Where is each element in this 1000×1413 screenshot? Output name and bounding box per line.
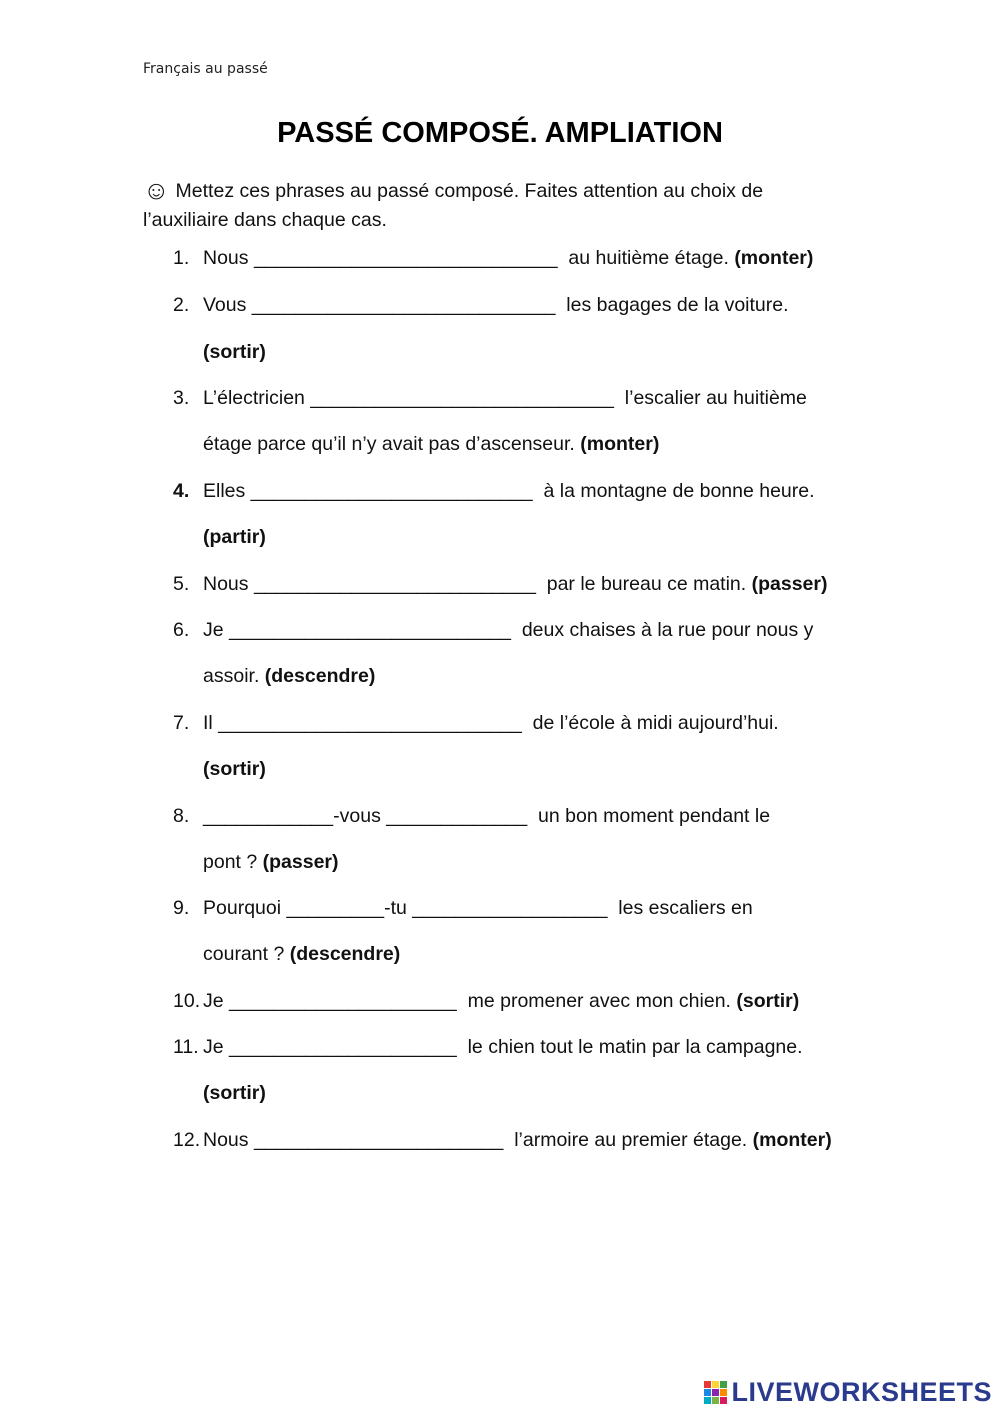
exercise-line xyxy=(203,526,266,549)
instructions-line-2: l’auxiliaire dans chaque cas. xyxy=(143,209,387,231)
smiley-icon: ☺ xyxy=(143,175,170,205)
logo-square xyxy=(704,1397,711,1404)
sentence-text: L’électricien ____________________________ l’escalier au huitième xyxy=(203,387,807,409)
instructions-line-1: Mettez ces phrases au passé composé. Faites attention au choix de xyxy=(175,180,764,202)
verb-hint: (sortir) xyxy=(203,1082,266,1104)
exercise-line xyxy=(203,480,815,503)
logo-grid-icon xyxy=(704,1381,727,1404)
page-title: PASSÉ COMPOSÉ. AMPLIATION xyxy=(277,117,723,149)
logo-square xyxy=(712,1381,719,1388)
verb-hint: (monter) xyxy=(580,433,660,455)
exercise-line xyxy=(203,712,779,735)
logo-square xyxy=(720,1389,727,1396)
sentence-text: Nous ____________________________ au huitième étage. xyxy=(203,247,735,269)
item-number: 9. xyxy=(173,897,190,919)
sentence-text: Je _____________________ le chien tout le matin par la campagne. xyxy=(203,1036,803,1058)
exercise-line xyxy=(203,1036,803,1059)
exercise-line xyxy=(203,573,827,596)
item-number: 5. xyxy=(173,573,190,595)
exercise-line xyxy=(203,665,375,688)
sentence-text: courant ? xyxy=(203,943,290,965)
verb-hint: (monter) xyxy=(752,1129,832,1151)
exercise-line xyxy=(203,851,339,874)
exercise-line xyxy=(203,758,266,781)
sentence-text: Vous ____________________________ les bagages de la voiture. xyxy=(203,294,789,316)
verb-hint: (sortir) xyxy=(736,990,800,1012)
exercise-line xyxy=(203,619,813,642)
item-number: 12. xyxy=(173,1129,201,1151)
exercise-line xyxy=(203,433,659,456)
logo-square xyxy=(704,1381,711,1388)
item-number: 10. xyxy=(173,990,201,1012)
verb-hint: (descendre) xyxy=(264,665,376,687)
exercise-line xyxy=(203,341,266,364)
logo-text: LIVEWORKSHEETS xyxy=(731,1376,992,1407)
item-number: 3. xyxy=(173,387,190,409)
sentence-text: ____________-vous _____________ un bon moment pendant le xyxy=(203,805,771,827)
exercise-line xyxy=(203,1082,266,1105)
exercise-line xyxy=(203,805,770,828)
verb-hint: (sortir) xyxy=(203,341,266,363)
sentence-text: Pourquoi _________-tu __________________ les escaliers en xyxy=(203,897,753,919)
exercise-line xyxy=(203,897,753,920)
exercise-line xyxy=(203,990,799,1013)
sentence-text: assoir. xyxy=(203,665,265,687)
exercise-line xyxy=(203,294,789,317)
logo-square xyxy=(704,1389,711,1396)
verb-hint: (passer) xyxy=(751,573,828,595)
verb-hint: (monter) xyxy=(734,247,814,269)
item-number: 4. xyxy=(173,480,190,502)
item-number: 1. xyxy=(173,247,190,269)
item-number: 6. xyxy=(173,619,190,641)
sentence-text: Nous _______________________ l’armoire au premier étage. xyxy=(203,1129,753,1151)
sentence-text: pont ? xyxy=(203,851,263,873)
sentence-text: Elles __________________________ à la montagne de bonne heure. xyxy=(203,480,815,502)
sentence-text: Il ____________________________ de l’école à midi aujourd’hui. xyxy=(203,712,779,734)
verb-hint: (passer) xyxy=(262,851,339,873)
verb-hint: (descendre) xyxy=(289,943,401,965)
verb-hint: (sortir) xyxy=(203,758,266,780)
logo-square xyxy=(720,1397,727,1404)
page-header: Français au passé xyxy=(143,61,268,77)
item-number: 11. xyxy=(173,1036,199,1058)
instructions xyxy=(143,176,843,235)
item-number: 8. xyxy=(173,805,190,827)
verb-hint: (partir) xyxy=(203,526,266,548)
logo-square xyxy=(712,1397,719,1404)
logo-square xyxy=(720,1381,727,1388)
exercise-line xyxy=(203,1129,832,1152)
item-number: 7. xyxy=(173,712,190,734)
exercise-line xyxy=(203,943,400,966)
exercise-line xyxy=(203,387,807,410)
item-number: 2. xyxy=(173,294,190,316)
exercise-line xyxy=(203,247,813,270)
sentence-text: Je __________________________ deux chaises à la rue pour nous y xyxy=(203,619,814,641)
liveworksheets-logo xyxy=(704,1377,992,1407)
logo-square xyxy=(712,1389,719,1396)
sentence-text: Nous __________________________ par le bureau ce matin. xyxy=(203,573,752,595)
sentence-text: Je _____________________ me promener avec mon chien. xyxy=(203,990,737,1012)
sentence-text: étage parce qu’il n’y avait pas d’ascenseur. xyxy=(203,433,581,455)
